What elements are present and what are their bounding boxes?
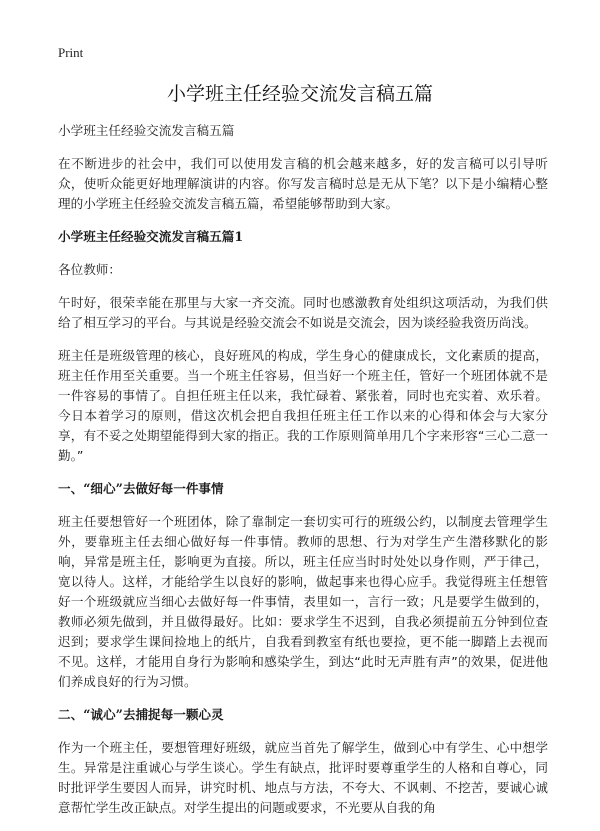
heading-2: 二、“诚心”去捕捉每一颗心灵 xyxy=(58,707,224,722)
subtitle: 小学班主任经验交流发言稿五篇 xyxy=(58,123,235,138)
article-body xyxy=(58,121,548,831)
paragraph-3: 班主任要想管好一个班团体，除了靠制定一套切实可行的班级公约，以制度去管理学生外，要靠班主任去细心做好每一件事情。教师的思想、行为对学生产生潜移默化的影响，异常是班主任，影响更为直接。所以，班主任应当时时处处以身作则，严于律己，宽以待人。这样，才能给学生以良好的影响，做起事来也得心应手。我觉得班主任想管好一个班级就应当细心去做好每一件事情，表里如一，言行一致；凡是要学生做到的，教师必须先做到，并且做得最好。比如：要求学生不迟到，自我必须提前五分钟到位查迟到；要求学生课间捡地上的纸片，自我看到教室有纸也要捡，更不能一脚踏上去视而不见。这样，才能用自身行为影响和感染学生，到达“此时无声胜有声”的效果，促进他们养成良好的行为习惯。 xyxy=(58,514,548,689)
print-link[interactable]: Print xyxy=(58,45,84,60)
heading-1: 一、“细心”去做好每一件事情 xyxy=(58,481,224,496)
intro-paragraph: 在不断进步的社会中，我们可以使用发言稿的机会越来越多，好的发言稿可以引导听众，使听众能更好地理解演讲的内容。你写发言稿时总是无从下笔？以下是小编精心整理的小学班主任经验交流发言稿五篇，希望能够帮助到大家。 xyxy=(58,156,548,211)
paragraph-1: 午时好，很荣幸能在那里与大家一齐交流。同时也感激教育处组织这项活动，为我们供给了相互学习的平台。与其说是经验交流会不如说是交流会，因为谈经验我资历尚浅。 xyxy=(58,295,548,330)
greeting: 各位教师： xyxy=(58,262,121,277)
section-heading: 小学班主任经验交流发言稿五篇1 xyxy=(58,229,244,244)
paragraph-4: 作为一个班主任，要想管理好班级，就应当首先了解学生，做到心中有学生、心中想学生。异常是注重诚心与学生谈心。学生有缺点，批评时要尊重学生的人格和自尊心，同时批评学生要因人而异，讲究时机、地点与方法，不夸大、不讽刺、不挖苦，要诚心诚意帮忙学生改正缺点。对学生提出的问题或要求，不光要从自我的角 xyxy=(58,740,548,815)
page-title: 小学班主任经验交流发言稿五篇 xyxy=(166,83,433,105)
paragraph-2: 班主任是班级管理的核心，良好班风的构成，学生身心的健康成长，文化素质的提高，班主任作用至关重要。当一个班主任容易，但当好一个班主任，管好一个班团体就不是一件容易的事情了。自担任班主任以来，我忙碌着、紧张着，同时也充实着、欢乐着。今日本着学习的原则，借这次机会把自我担任班主任工作以来的心得和体会与大家分享，有不妥之处期望能得到大家的指正。我的工作原则简单用几个字来形容“三心二意一勤。” xyxy=(58,348,548,463)
